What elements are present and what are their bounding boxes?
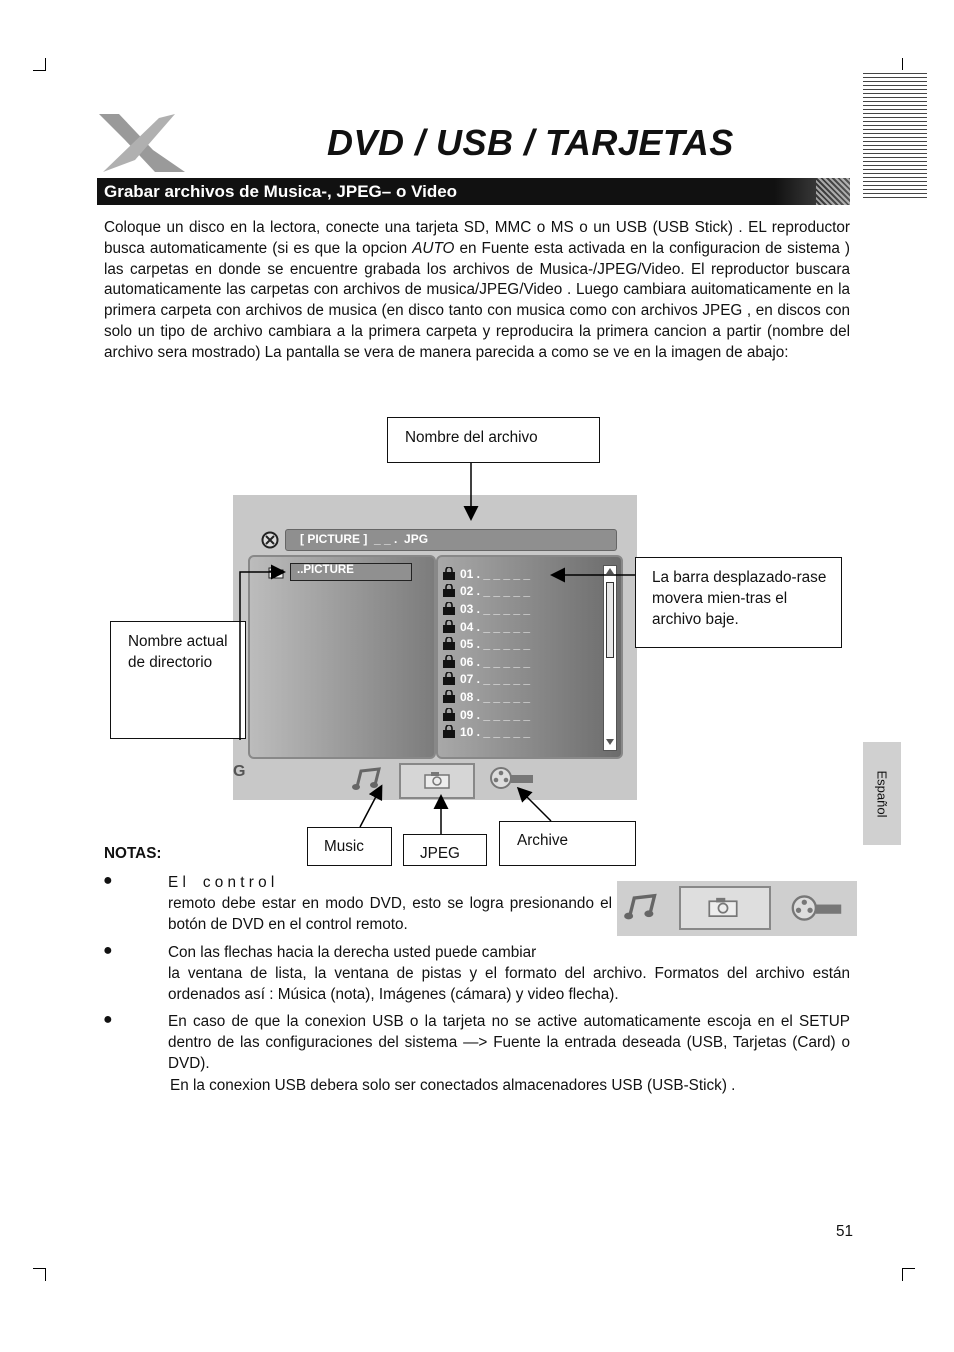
file-name: 03 . _ _ _ _ _ (460, 601, 531, 616)
arrow-directory (240, 572, 283, 740)
intro-paragraph: Coloque un disco en la lectora, conecte una tarjeta SD, MMC o MS o un USB (USB Stick) . EL reproductor busca automaticamente (si es que la opcion AUTO en Fuente esta activada en la configuracion de sistema ) las carpetas en donde se encuentre grabada los archivos de Musica-/JPEG/Video. El reproductor buscara automaticamente las carpetas con archivos de musica/JPEG/Video . Luego cambiara auitomaticamente en la primera carpeta con archivos de musica (en disco tanto con musica como con archivos JPEG , en discos con solo un tipo de archivo cambiara a la primera carpeta y reproducira la primera cancion a partir (nombre del archivo sera mostrado) La pantalla se vera de manera parecida a como se ve en la imagen de abajo: (104, 219, 851, 361)
file-name: 07 . _ _ _ _ _ (460, 672, 531, 687)
page-title: DVD / USB / TARJETAS (327, 122, 734, 163)
note-3-line1: En caso de que la conexion USB o la tarjeta no se active automaticamente escoja en el SETUP dentro de las configuraciones del sistema —> Fuente la entrada deseada (USB, Tarjetas (Card) o DVD). (168, 1013, 850, 1072)
arrow-music (360, 787, 381, 827)
bullet-1: ● (103, 872, 113, 889)
language-tab: Español (863, 742, 901, 845)
file-name: 10 . _ _ _ _ _ (460, 725, 531, 740)
callout-jpeg: JPEG (403, 834, 487, 866)
note-2-line1: Con las flechas hacia la derecha usted puede cambiar (168, 944, 537, 961)
side-glyph: G (233, 763, 246, 780)
file-name: 08 . _ _ _ _ _ (460, 689, 531, 704)
file-name: 04 . _ _ _ _ _ (460, 619, 531, 634)
callout-music: Music (307, 827, 392, 866)
auto-option: AUTO (412, 239, 455, 257)
notes-title: NOTAS: (104, 845, 162, 862)
note-1-line1: E l c o n t r o l (168, 874, 275, 891)
current-dir-field: ..PICTURE (290, 563, 412, 581)
file-name: 01 . _ _ _ _ _ (460, 566, 531, 581)
section-heading: Grabar archivos de Musica-, JPEG– o Video (104, 182, 458, 201)
file-name: 05 . _ _ _ _ _ (460, 637, 531, 652)
bullet-2: ● (103, 942, 113, 959)
file-name: 02 . _ _ _ _ _ (460, 584, 531, 599)
file-name: 06 . _ _ _ _ _ (460, 654, 531, 669)
note-3-rest: En la conexion USB debera solo ser conectados almacenadores USB (USB-Stick) . (170, 1077, 736, 1094)
file-name: 09 . _ _ _ _ _ (460, 707, 531, 722)
note-2-rest: la ventana de lista, la ventana de pistas y el formato del archivo. Formatos del archivo están ordenados así : Música (nota), Imágenes (cámara) y video flecha). (168, 965, 850, 1003)
callout-filename: Nombre del archivo (387, 417, 600, 463)
page-number: 51 (836, 1223, 854, 1240)
callout-directory: Nombre actual de directorio (110, 621, 246, 739)
path-text: [ PICTURE ] _ _ . JPG (300, 532, 429, 546)
arrow-archive (519, 789, 551, 821)
camera-icon (707, 895, 739, 919)
note-1-rest: remoto debe estar en modo DVD, esto se logra presionando el botón de DVD en el control remoto. (168, 895, 612, 933)
callout-archive: Archive (499, 821, 636, 866)
bullet-3: ● (103, 1011, 113, 1028)
callout-scrollbar: La barra desplazado-rase movera mien-tras el archivo baje. (635, 557, 842, 648)
music-note-icon (623, 893, 659, 921)
film-reel-icon (789, 893, 845, 923)
media-icons-strip (617, 881, 857, 936)
